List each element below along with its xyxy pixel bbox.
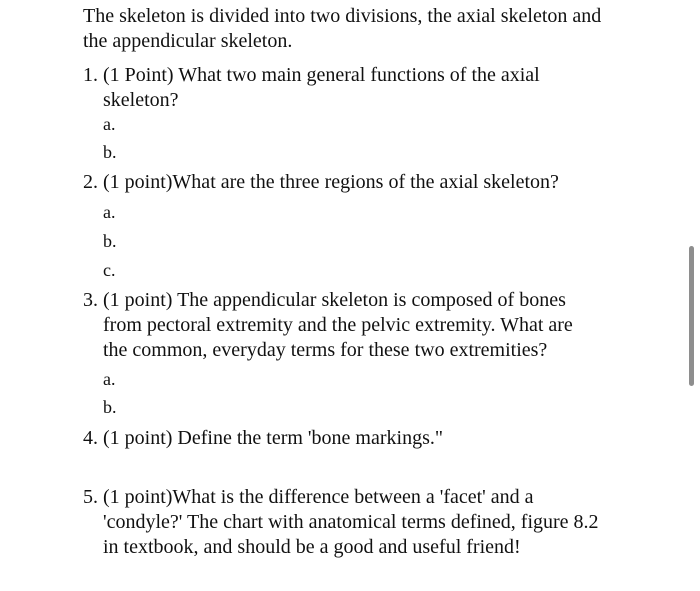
question-2-option-c: c. — [103, 260, 116, 280]
question-3-line-3: the common, everyday terms for these two extremities? — [103, 339, 548, 361]
question-3-line-2: from pectoral extremity and the pelvic extremity. What are — [103, 314, 573, 336]
question-3-line-1: 3. (1 point) The appendicular skeleton is composed of bones — [83, 289, 566, 311]
question-1-option-a: a. — [103, 114, 116, 134]
question-5-line-3: in textbook, and should be a good and useful friend! — [103, 536, 521, 558]
question-1-option-b: b. — [103, 142, 117, 162]
question-2-option-b: b. — [103, 231, 117, 251]
vertical-scrollbar-thumb[interactable] — [689, 246, 694, 386]
question-2-line-1: 2. (1 point)What are the three regions of the axial skeleton? — [83, 171, 559, 193]
question-5-line-2: 'condyle?' The chart with anatomical terms defined, figure 8.2 — [103, 511, 599, 533]
question-4-line-1: 4. (1 point) Define the term 'bone markings." — [83, 427, 444, 449]
question-5-line-1: 5. (1 point)What is the difference between a 'facet' and a — [83, 486, 534, 508]
intro-line-2: the appendicular skeleton. — [83, 30, 293, 52]
question-1-line-1: 1. (1 Point) What two main general functions of the axial — [83, 64, 540, 86]
question-3-option-b: b. — [103, 397, 117, 417]
question-2-option-a: a. — [103, 202, 116, 222]
intro-line-1: The skeleton is divided into two divisions, the axial skeleton and — [83, 5, 602, 27]
question-1-line-2: skeleton? — [103, 89, 179, 111]
question-3-option-a: a. — [103, 369, 116, 389]
